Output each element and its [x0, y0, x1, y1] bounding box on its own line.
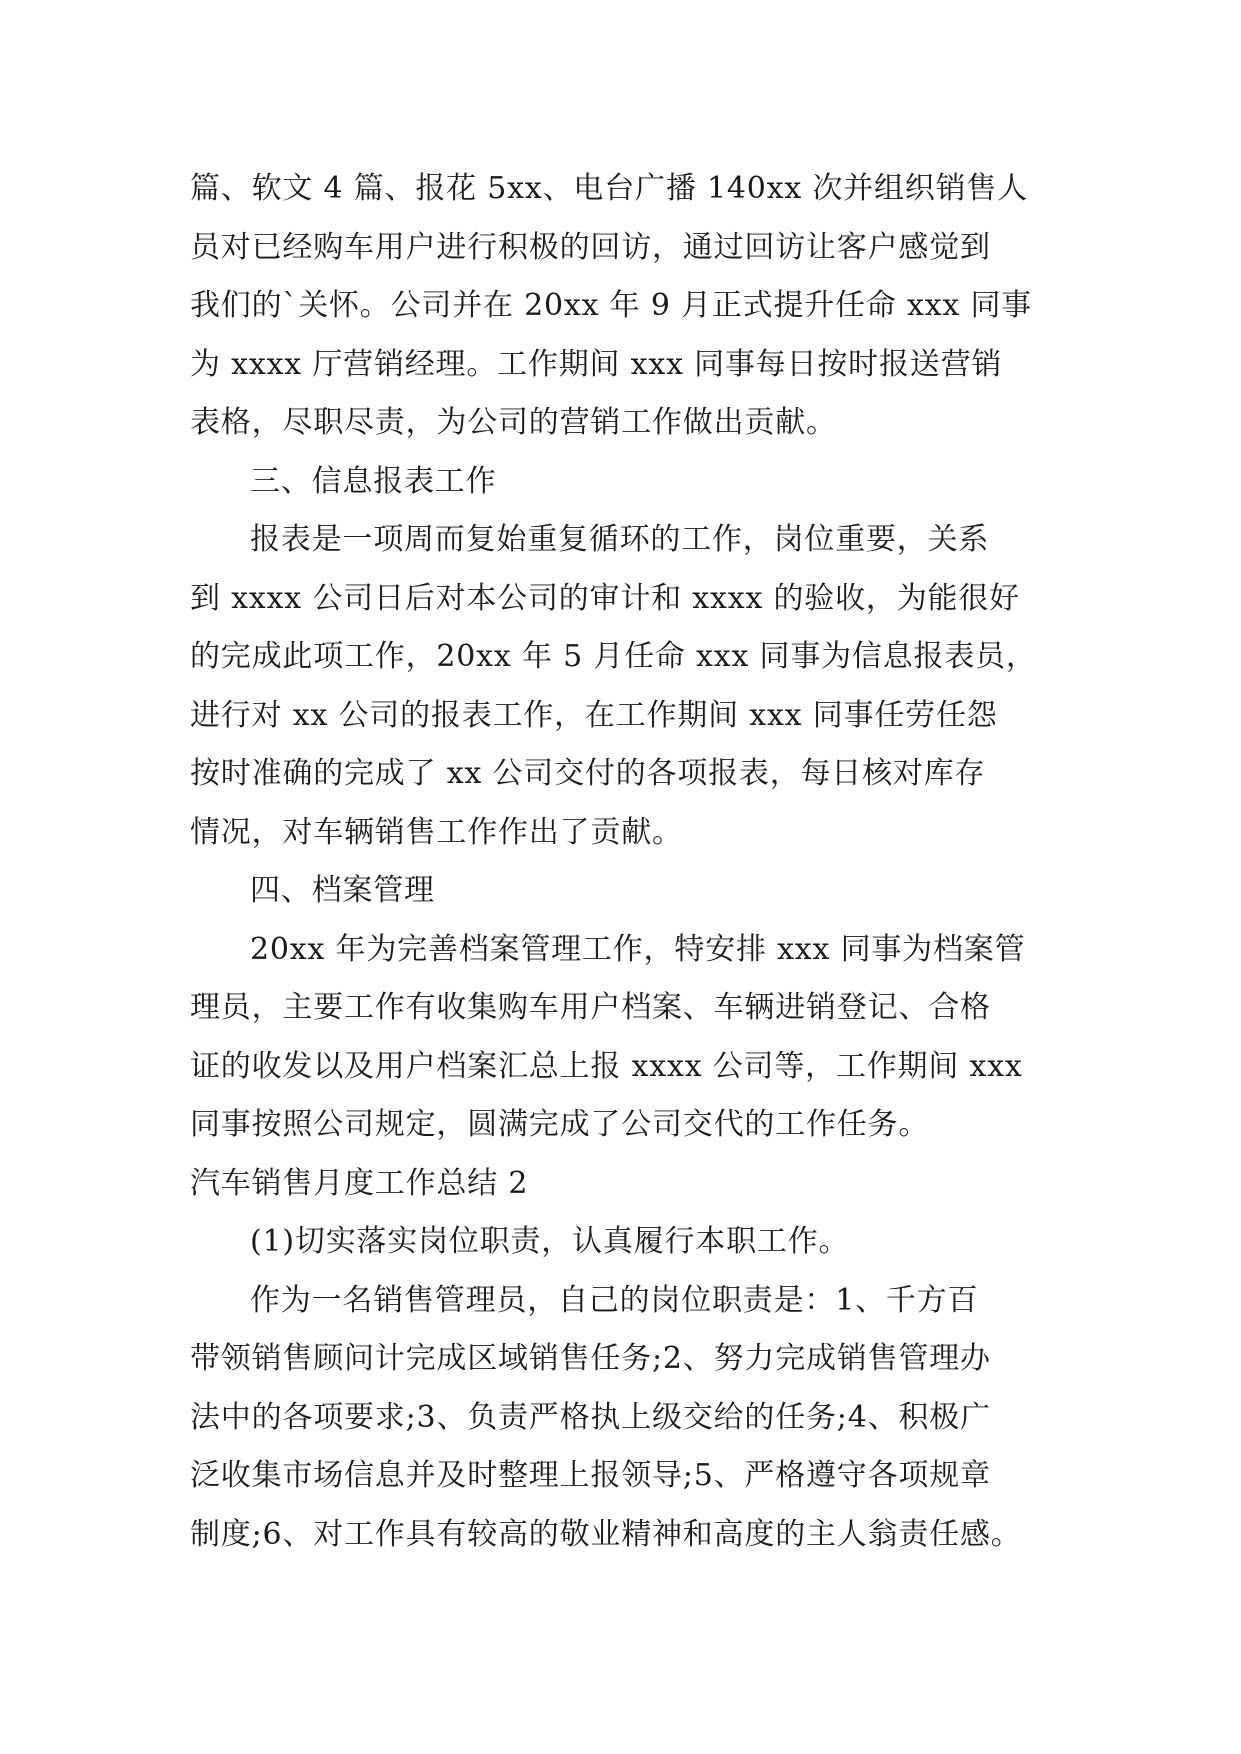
paragraph-line: 制度;6、对工作具有较高的敬业精神和高度的主人翁责任感。: [190, 1516, 1022, 1552]
paragraph-line: 同事按照公司规定，圆满完成了公司交代的工作任务。: [190, 1107, 930, 1142]
paragraph-line: 情况，对车辆销售工作作出了贡献。: [190, 814, 683, 850]
paragraph-line: (1)切实落实岗位职责，认真履行本职工作。: [250, 1224, 850, 1259]
paragraph-line: 作为一名销售管理员，自己的岗位职责是：1、千方百: [250, 1282, 979, 1318]
paragraph-line: 按时准确的完成了 xx 公司交付的各项报表，每日核对库存: [190, 756, 986, 791]
paragraph-line: 我们的`关怀。公司并在 20xx 年 9 月正式提升任命 xxx 同事: [190, 288, 1033, 323]
section-heading-archive: 四、档案管理: [250, 873, 435, 908]
paragraph-line: 为 xxxx 厅营销经理。工作期间 xxx 同事每日按时报送营销: [190, 346, 1003, 382]
paragraph-line: 法中的各项要求;3、负责严格执上级交给的任务;4、积极广: [190, 1399, 991, 1435]
paragraph-line: 带领销售顾问计完成区域销售任务;2、努力完成销售管理办: [190, 1341, 991, 1376]
paragraph-line: 篇、软文 4 篇、报花 5xx、电台广播 140xx 次并组织销售人: [190, 171, 1028, 206]
paragraph-line: 报表是一项周而复始重复循环的工作，岗位重要，关系: [250, 522, 990, 557]
paragraph-line: 进行对 xx 公司的报表工作，在工作期间 xxx 同事任劳任怨: [190, 697, 998, 733]
paragraph-line: 20xx 年为完善档案管理工作，特安排 xxx 同事为档案管: [250, 931, 1026, 967]
paragraph-line: 泛收集市场信息并及时整理上报领导;5、严格遵守各项规章: [190, 1458, 991, 1493]
paragraph-line: 的完成此项工作，20xx 年 5 月任命 xxx 同事为信息报表员，: [190, 639, 1037, 674]
paragraph-line: 员对已经购车用户进行积极的回访，通过回访让客户感觉到: [190, 229, 991, 265]
document-section-title: 汽车销售月度工作总结 2: [190, 1165, 529, 1201]
document-page: [190, 160, 1070, 1564]
paragraph-line: 到 xxxx 公司日后对本公司的审计和 xxxx 的验收，为能很好: [190, 580, 1020, 616]
paragraph-line: 理员，主要工作有收集购车用户档案、车辆进销登记、合格: [190, 990, 991, 1025]
paragraph-line: 表格，尽职尽责，为公司的营销工作做出贡献。: [190, 405, 837, 440]
section-heading-info-report: 三、信息报表工作: [250, 463, 497, 499]
paragraph-line: 证的收发以及用户档案汇总上报 xxxx 公司等，工作期间 xxx: [190, 1048, 1023, 1084]
